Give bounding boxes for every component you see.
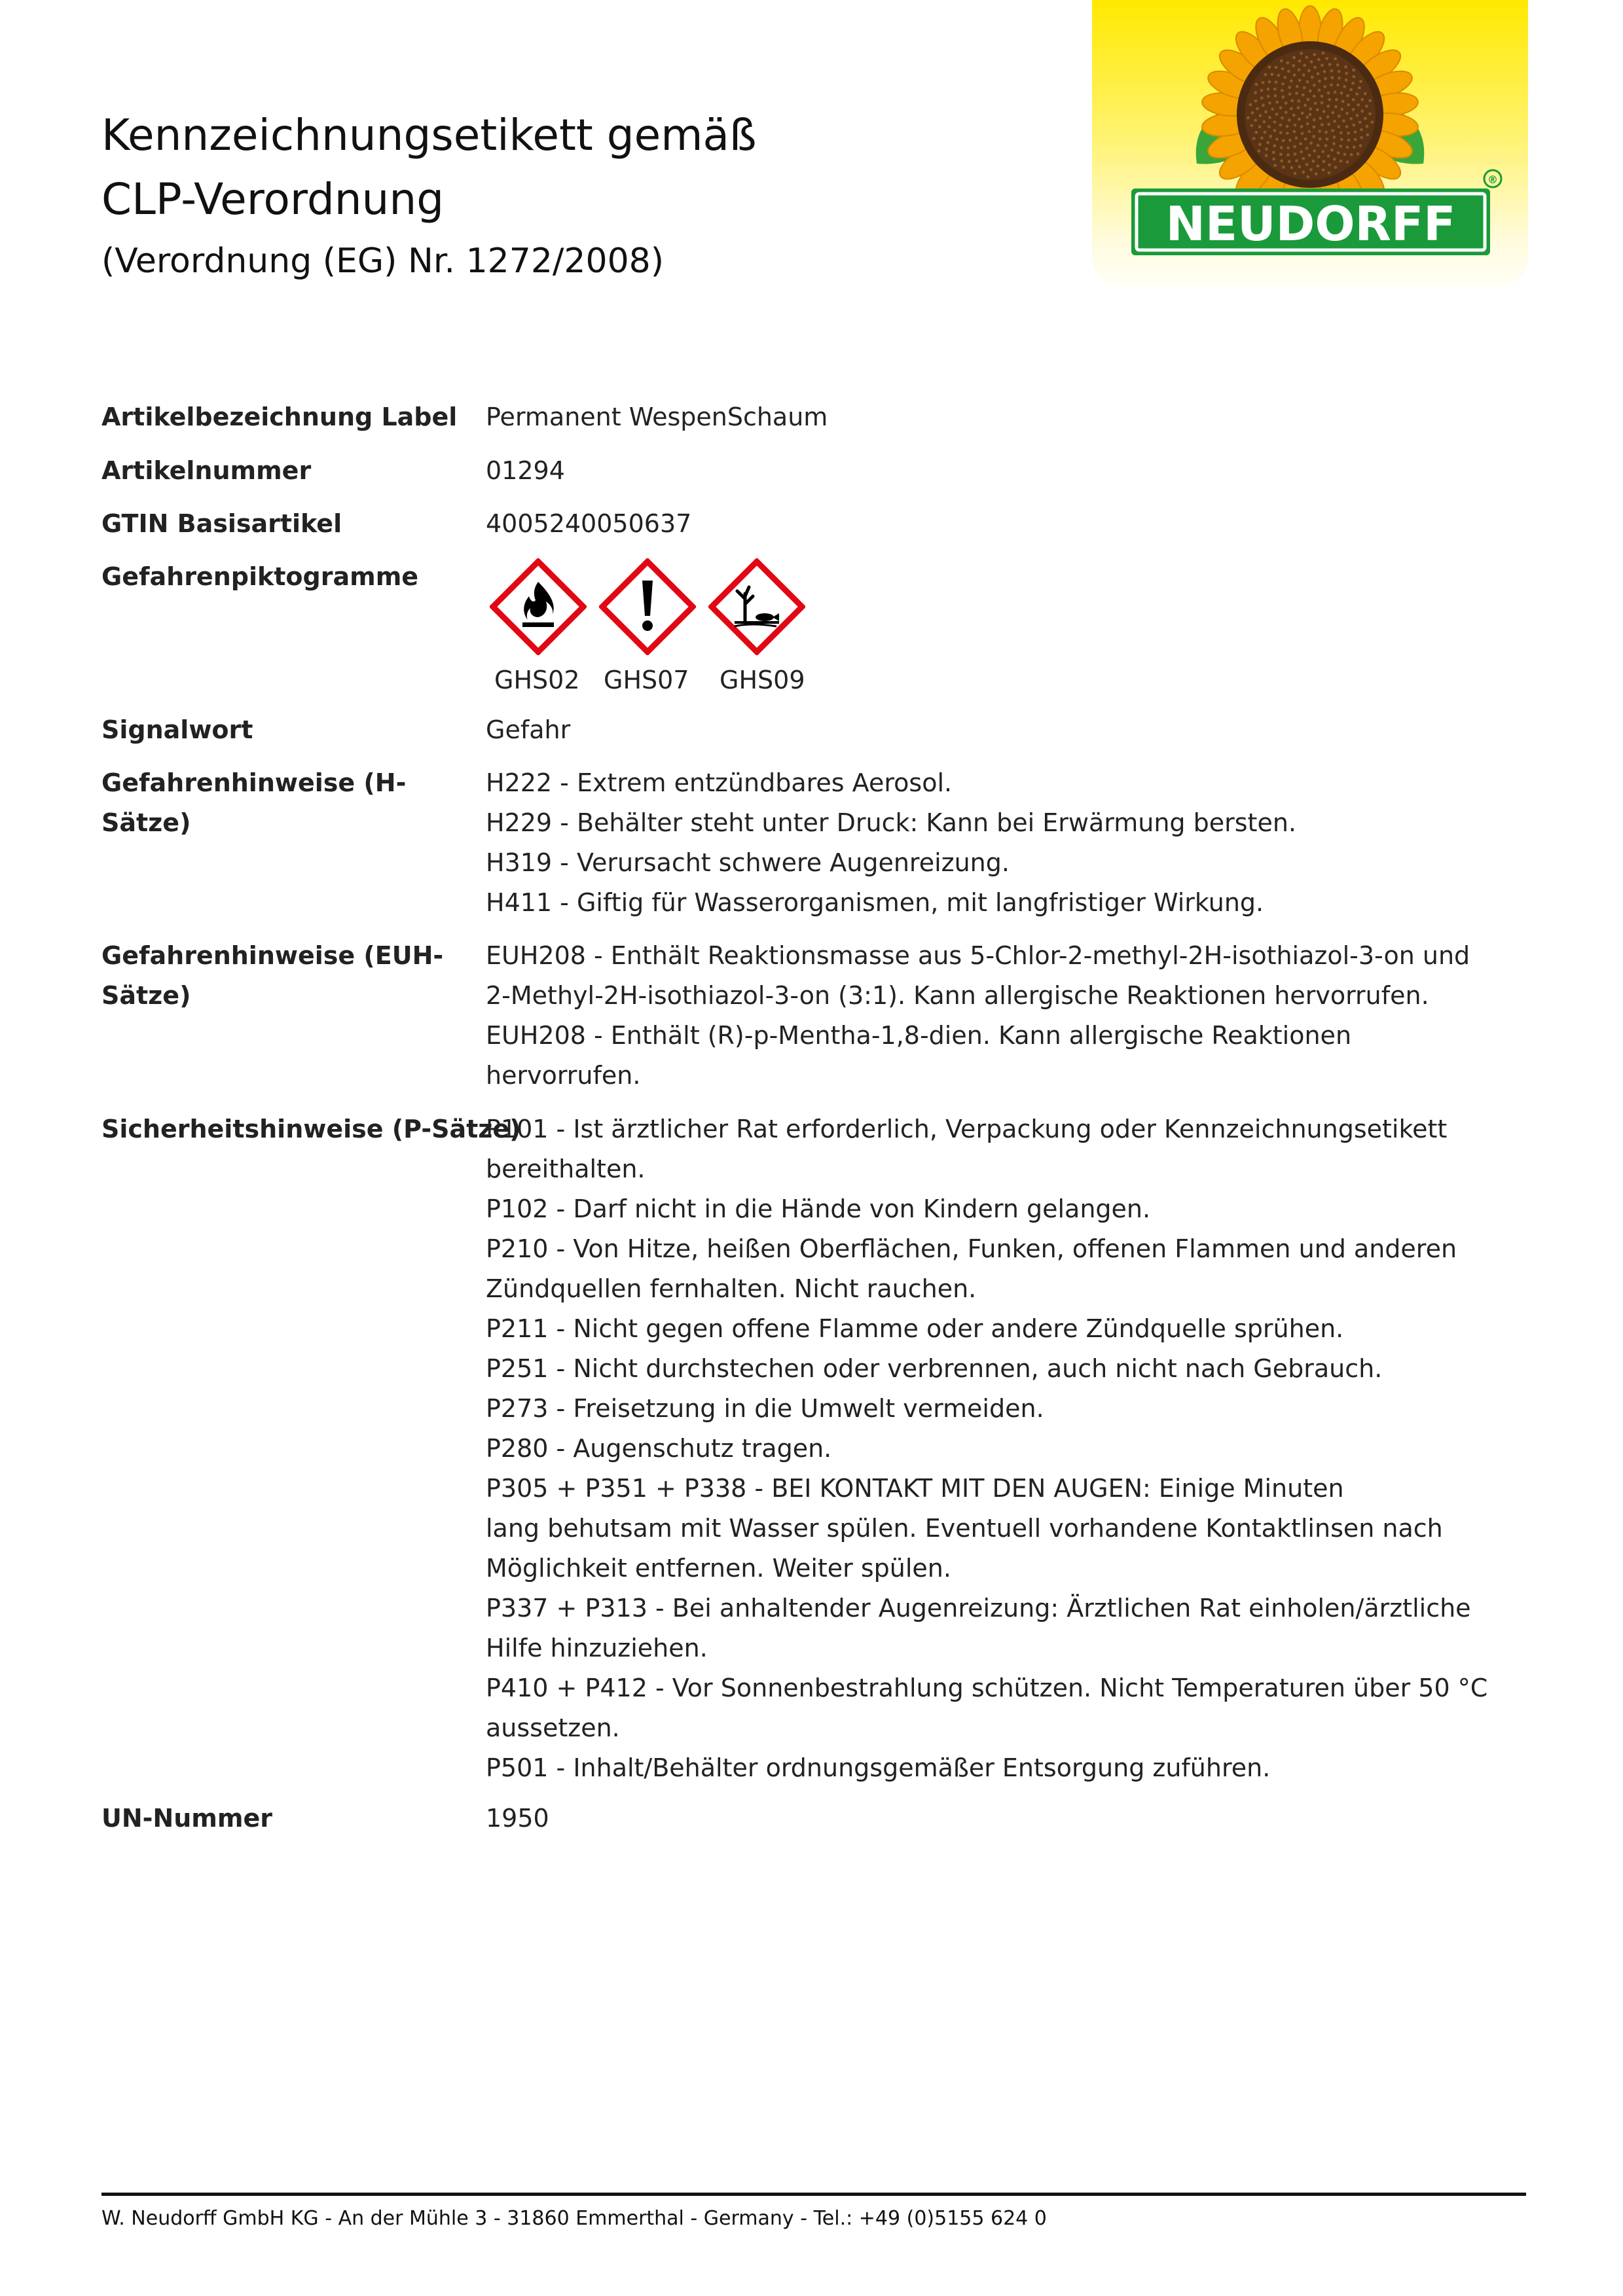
ghs02-code: GHS02 xyxy=(494,666,580,694)
p-statement-line: P251 - Nicht durchstechen oder verbrennen, auch nicht nach Gebrauch. xyxy=(486,1354,1383,1383)
un-number-label: UN-Nummer xyxy=(101,1804,272,1833)
h-statements-list xyxy=(486,763,1533,923)
p-statement-line: lang behutsam mit Wasser spülen. Eventuell vorhandene Kontaktlinsen nach xyxy=(486,1514,1443,1543)
p-statement-line: Zündquellen fernhalten. Nicht rauchen. xyxy=(486,1274,977,1303)
euh-statement-line: EUH208 - Enthält (R)-p-Mentha-1,8-dien. Kann allergische Reaktionen xyxy=(486,1021,1352,1050)
h-statement: H229 - Behälter steht unter Druck: Kann bei Erwärmung bersten. xyxy=(486,808,1296,837)
document-subtitle: (Verordnung (EG) Nr. 1272/2008) xyxy=(101,242,665,281)
sunflower-logo-icon xyxy=(1092,0,1528,288)
h-statement: H319 - Verursacht schwere Augenreizung. xyxy=(486,848,1010,877)
p-statements-label: Sicherheitshinweise (P-Sätze) xyxy=(101,1115,521,1143)
euh-statement-line: EUH208 - Enthält Reaktionsmasse aus 5-Chlor-2-methyl-2H-isothiazol-3-on und xyxy=(486,941,1470,970)
p-statement-line: P501 - Inhalt/Behälter ordnungsgemäßer Entsorgung zuführen. xyxy=(486,1753,1271,1782)
neudorff-logo xyxy=(1092,0,1528,288)
gtin-value: 4005240050637 xyxy=(486,509,692,538)
pictograms-label: Gefahrenpiktogramme xyxy=(101,562,419,591)
article-number-label: Artikelnummer xyxy=(101,456,312,485)
p-statement-line: P210 - Von Hitze, heißen Oberflächen, Funken, offenen Flammen und anderen xyxy=(486,1234,1457,1263)
signal-word-value: Gefahr xyxy=(486,715,571,744)
p-statement-line: Möglichkeit entfernen. Weiter spülen. xyxy=(486,1554,951,1583)
euh-statement-line: hervorrufen. xyxy=(486,1061,641,1090)
document-title xyxy=(101,103,757,232)
article-label-value: Permanent WespenSchaum xyxy=(486,403,828,431)
p-statement-line: P337 + P313 - Bei anhaltender Augenreizung: Ärztlichen Rat einholen/ärztliche xyxy=(486,1594,1471,1623)
gtin-label: GTIN Basisartikel xyxy=(101,509,342,538)
p-statements-list xyxy=(486,1109,1533,1788)
ghs09-code: GHS09 xyxy=(720,666,805,694)
p-statement-line: bereithalten. xyxy=(486,1155,646,1183)
p-statement-line: P102 - Darf nicht in die Hände von Kindern gelangen. xyxy=(486,1194,1151,1223)
ghs07-code: GHS07 xyxy=(604,666,689,694)
p-statement-line: P211 - Nicht gegen offene Flamme oder andere Zündquelle sprühen. xyxy=(486,1314,1344,1343)
h-statement: H222 - Extrem entzündbares Aerosol. xyxy=(486,768,953,797)
euh-label-line-2: Sätze) xyxy=(101,981,191,1010)
p-statement-line: P280 - Augenschutz tragen. xyxy=(486,1434,832,1463)
p-statement-line: P273 - Freisetzung in die Umwelt vermeiden. xyxy=(486,1394,1044,1423)
ghs07-exclamation-icon xyxy=(599,558,696,655)
p-statement-line: aussetzen. xyxy=(486,1713,620,1742)
p-statement-line: P410 + P412 - Vor Sonnenbestrahlung schützen. Nicht Temperaturen über 50 °C xyxy=(486,1674,1488,1702)
footer-address: W. Neudorff GmbH KG - An der Mühle 3 - 31860 Emmerthal - Germany - Tel.: +49 (0)5155 624 0 xyxy=(101,2207,1047,2230)
h-statement: H411 - Giftig für Wasserorganismen, mit langfristiger Wirkung. xyxy=(486,888,1264,917)
p-statement-line: P101 - Ist ärztlicher Rat erforderlich, Verpackung oder Kennzeichnungsetikett xyxy=(486,1115,1448,1143)
ghs02-flame-icon xyxy=(490,558,587,655)
title-line-2: CLP-Verordnung xyxy=(101,174,445,224)
registered-mark: ® xyxy=(1487,173,1498,186)
un-number-value: 1950 xyxy=(486,1804,549,1833)
logo-brand-text: NEUDORFF xyxy=(1165,196,1456,251)
euh-statements-list xyxy=(486,936,1533,1096)
article-number-value: 01294 xyxy=(486,456,565,485)
euh-statement-line: 2-Methyl-2H-isothiazol-3-on (3:1). Kann allergische Reaktionen hervorrufen. xyxy=(486,981,1429,1010)
euh-label-line-1: Gefahrenhinweise (EUH- xyxy=(101,941,444,970)
p-statement-line: Hilfe hinzuziehen. xyxy=(486,1634,708,1662)
signal-word-label: Signalwort xyxy=(101,715,253,744)
footer-divider xyxy=(101,2193,1526,2196)
row-pictograms xyxy=(101,557,1411,708)
h-statements-label: Gefahrenhinweise (H-Sätze) xyxy=(101,768,407,837)
article-label-label: Artikelbezeichnung Label xyxy=(101,403,458,431)
title-line-1: Kennzeichnungsetikett gemäß xyxy=(101,110,757,160)
ghs09-environment-icon xyxy=(708,558,805,655)
p-statement-line: P305 + P351 + P338 - BEI KONTAKT MIT DEN AUGEN: Einige Minuten xyxy=(486,1474,1344,1503)
euh-statements-label xyxy=(101,936,481,1016)
